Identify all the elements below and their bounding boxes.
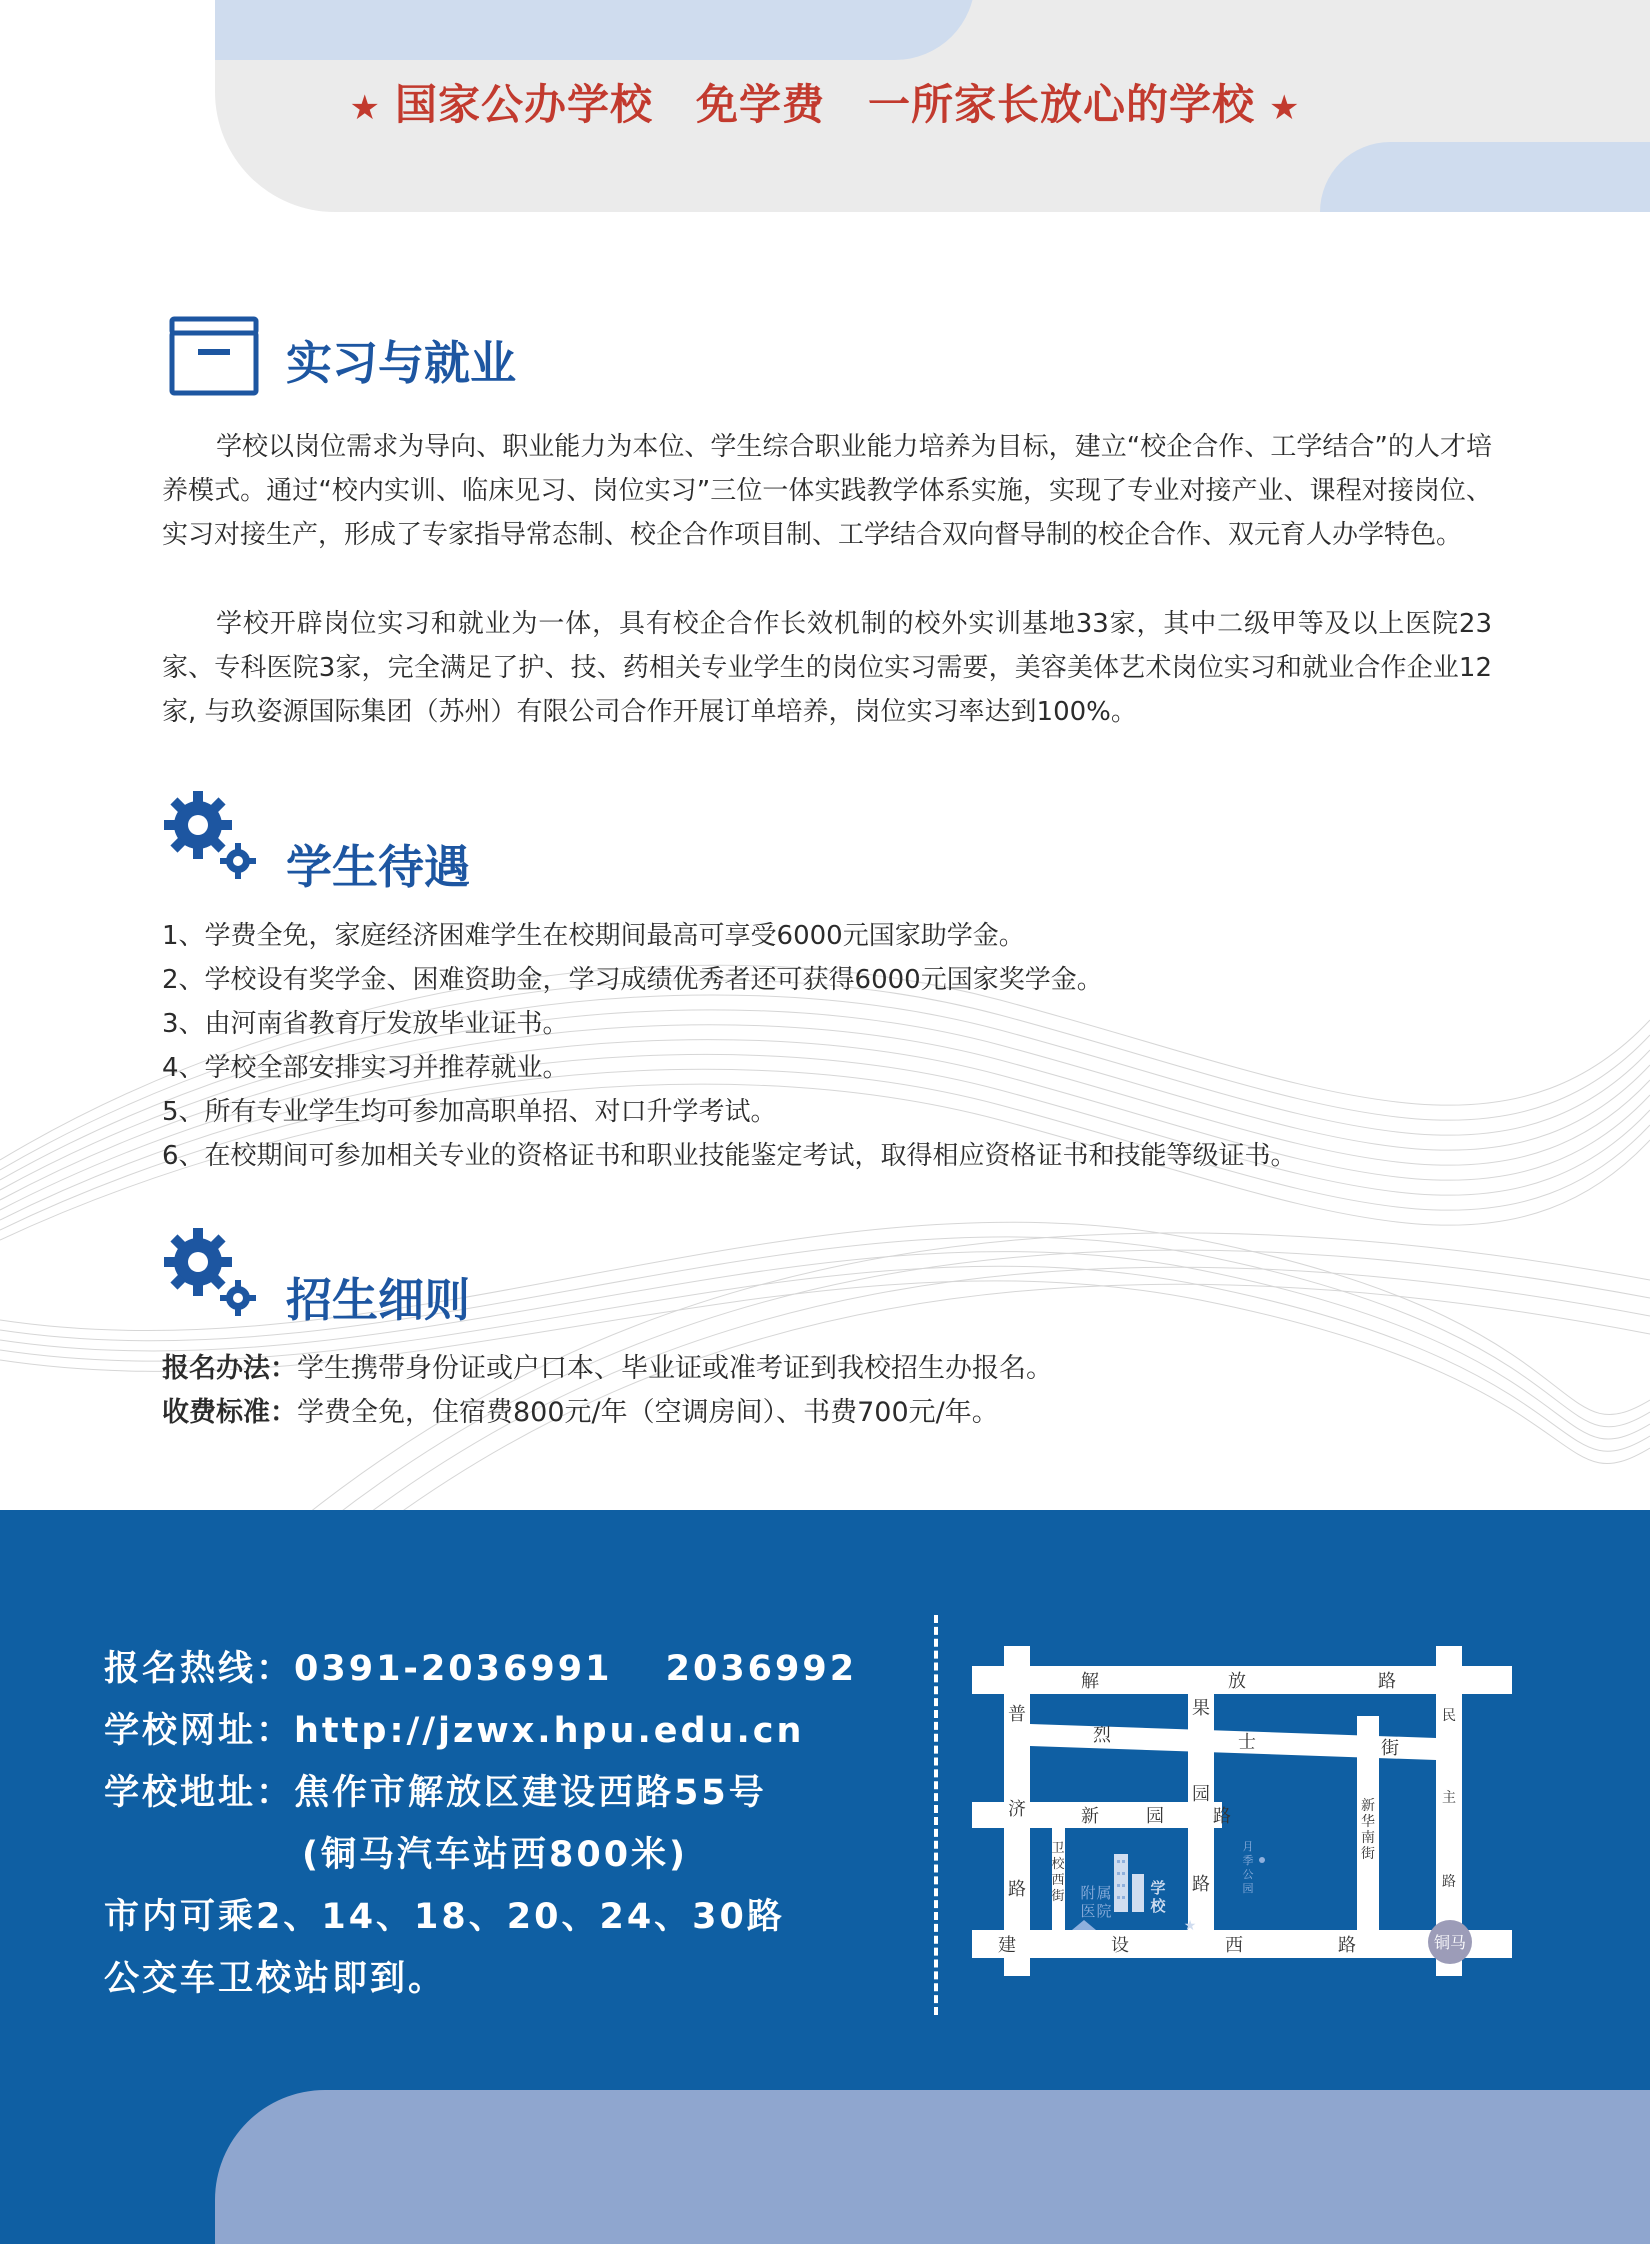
map-label: 民 (1442, 1708, 1456, 1724)
map-label: 烈 (1093, 1725, 1111, 1746)
contact-bus: 市内可乘2、14、18、20、24、30路 (104, 1897, 785, 1937)
gears-icon (160, 1222, 270, 1322)
map-label: 西 (1051, 1873, 1065, 1888)
list-item: 1、学费全免，家庭经济困难学生在校期间最高可享受6000元国家助学金。 (162, 921, 1025, 951)
map-weixiao-labels (1051, 1841, 1065, 1904)
row-value: 学生携带身份证或户口本、毕业证或准考证到我校招生办报名。 (297, 1353, 1053, 1384)
map-label: 主 (1442, 1790, 1456, 1806)
banner-decoration-right (1320, 142, 1650, 212)
star-icon: ★ (349, 88, 381, 128)
map-label: 解 (1081, 1671, 1099, 1692)
map-label: 附 (1080, 1884, 1096, 1902)
map-label: 街 (1361, 1846, 1375, 1862)
map-label: 卫 (1051, 1841, 1065, 1856)
internship-paragraph: 学校以岗位需求为导向、职业能力为本位、学生综合职业能力培养为目标，建立“校企合作、工学结合”的人才培养模式。通过“校内实训、临床见习、岗位实习”三位一体实践教学体系实施，实现了专业对接产业、课程对接岗位、实习对接生产，形成了专家指导常态制、校企合作项目制、工学结合双向督导制的校企合作、双元育人办学特色。 (162, 432, 1492, 550)
map-label: 士 (1238, 1732, 1256, 1753)
contact-address-note: (铜马汽车站西800米) (302, 1835, 689, 1875)
map-label: 果 (1192, 1698, 1210, 1719)
star-icon: ★ (1269, 88, 1301, 128)
list-item: 4、学校全部安排实习并推荐就业。 (162, 1053, 569, 1083)
map-label: 路 (1378, 1671, 1396, 1692)
map-label: 路 (1442, 1874, 1456, 1890)
map-school (1114, 1854, 1196, 1934)
map-label: 铜马 (1433, 1933, 1467, 1952)
map-label: 路 (1338, 1935, 1356, 1956)
slogan-text: 国家公办学校 免学费 一所家长放心的学校 (394, 80, 1255, 129)
map-label: 医 (1080, 1902, 1096, 1920)
archive-box-icon (160, 305, 270, 405)
contact-hotline (104, 1638, 857, 1700)
benefits-list (162, 914, 1502, 1178)
row-value: 学费全免，住宿费800元/年（空调房间）、书费700元/年。 (297, 1397, 999, 1428)
dashed-divider (934, 1615, 938, 2015)
address-label: 学校地址： (104, 1773, 295, 1813)
hotline-value: 0391-2036991 2036992 (294, 1649, 858, 1689)
bottom-decoration (215, 2090, 1650, 2244)
map-label: 设 (1111, 1935, 1129, 1956)
hospital-marker-icon (1072, 1920, 1096, 1930)
row-label: 报名办法： (162, 1353, 297, 1384)
map-label: 路 (1213, 1806, 1231, 1827)
map-hospital (1072, 1884, 1112, 1930)
map-label: 新 (1361, 1798, 1375, 1814)
map-label: 建 (998, 1935, 1016, 1956)
map-label: 华 (1361, 1814, 1375, 1830)
list-item: 5、所有专业学生均可参加高职单招、对口升学考试。 (162, 1097, 777, 1127)
map-label: 普 (1008, 1704, 1026, 1725)
address-value: 焦作市解放区建设西路55号 (294, 1773, 767, 1813)
map-station (1428, 1920, 1472, 1964)
map-label: 校 (1051, 1857, 1065, 1872)
map-label: 属 (1096, 1884, 1112, 1902)
map-label: 路 (1192, 1874, 1210, 1895)
website-link[interactable]: http://jzwx.hpu.edu.cn (294, 1711, 805, 1751)
map-label: 路 (1008, 1879, 1026, 1900)
website-label: 学校网址： (104, 1711, 295, 1751)
banner-decoration-left (215, 0, 975, 60)
map-label: 公 (1242, 1868, 1254, 1881)
contact-website (104, 1700, 804, 1762)
contact-bus-stop: 公交车卫校站即到。 (104, 1959, 447, 1999)
section-title-benefits: 学生待遇 (286, 840, 470, 894)
gears-icon (160, 785, 270, 885)
list-item: 2、学校设有奖学金、困难资助金，学习成绩优秀者还可获得6000元国家奖学金。 (162, 965, 1103, 995)
map-label: 园 (1146, 1806, 1164, 1827)
map-label: 街 (1051, 1889, 1065, 1904)
map-label: 新 (1081, 1806, 1099, 1827)
contact-address (104, 1762, 767, 1824)
map-label: 园 (1242, 1882, 1254, 1895)
map-park (1243, 1840, 1266, 1895)
list-item: 6、在校期间可参加相关专业的资格证书和职业技能鉴定考试，取得相应资格证书和技能等级证书。 (162, 1141, 1297, 1171)
map-label: 院 (1096, 1902, 1112, 1920)
map-label: 月 (1242, 1840, 1254, 1853)
map-label: 济 (1008, 1799, 1026, 1820)
map-label: 校 (1150, 1897, 1166, 1915)
section-title-internship: 实习与就业 (286, 336, 516, 390)
map-label: 园 (1192, 1784, 1210, 1805)
map-label: 街 (1381, 1738, 1399, 1759)
map-label: 南 (1361, 1830, 1375, 1846)
map-label: 西 (1225, 1935, 1243, 1956)
location-map (972, 1640, 1512, 1990)
map-label: 学 (1150, 1879, 1166, 1897)
section-title-admission: 招生细则 (286, 1273, 470, 1327)
admission-row-fees (162, 1391, 999, 1435)
row-label: 收费标准： (162, 1397, 297, 1428)
school-star-icon: ★ (1183, 1918, 1197, 1934)
admission-row-registration (162, 1347, 1053, 1391)
map-label: 放 (1228, 1671, 1246, 1692)
slogan (0, 72, 1650, 132)
list-item: 3、由河南省教育厅发放毕业证书。 (162, 1009, 569, 1039)
map-label: 季 (1242, 1854, 1254, 1867)
park-marker-icon (1259, 1857, 1265, 1863)
hotline-label: 报名热线： (104, 1649, 295, 1689)
internship-paragraph: 学校开辟岗位实习和就业为一体，具有校企合作长效机制的校外实训基地33家，其中二级甲等及以上医院23家、专科医院3家，完全满足了护、技、药相关专业学生的岗位实习需要，美容美体艺术岗位实习和就业合作企业12家, 与玖姿源国际集团（苏州）有限公司合作开展订单培养，岗位实习率达到100%。 (162, 609, 1492, 727)
